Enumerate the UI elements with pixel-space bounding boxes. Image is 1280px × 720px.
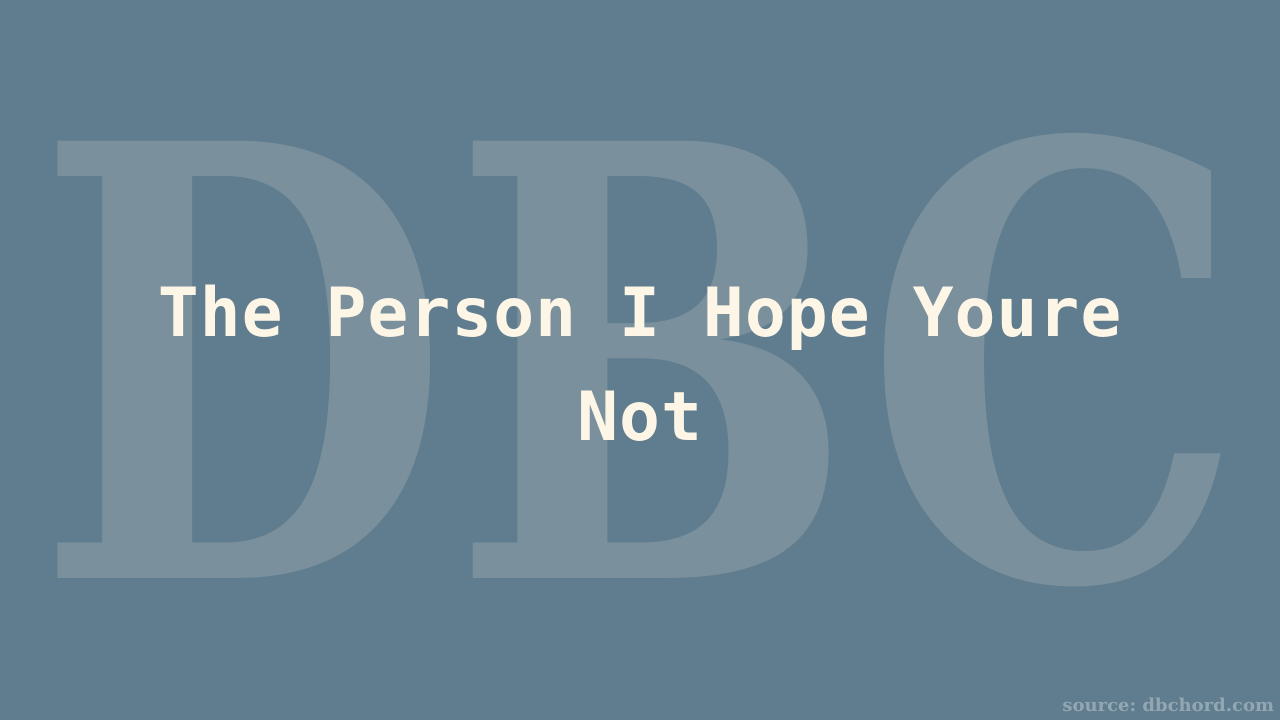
source-credit: source: dbchord.com <box>1062 695 1274 716</box>
watermark-text: DBC <box>35 15 1245 720</box>
title-container <box>140 262 1140 470</box>
page-title: The Person I Hope Youre Not <box>157 274 1123 457</box>
